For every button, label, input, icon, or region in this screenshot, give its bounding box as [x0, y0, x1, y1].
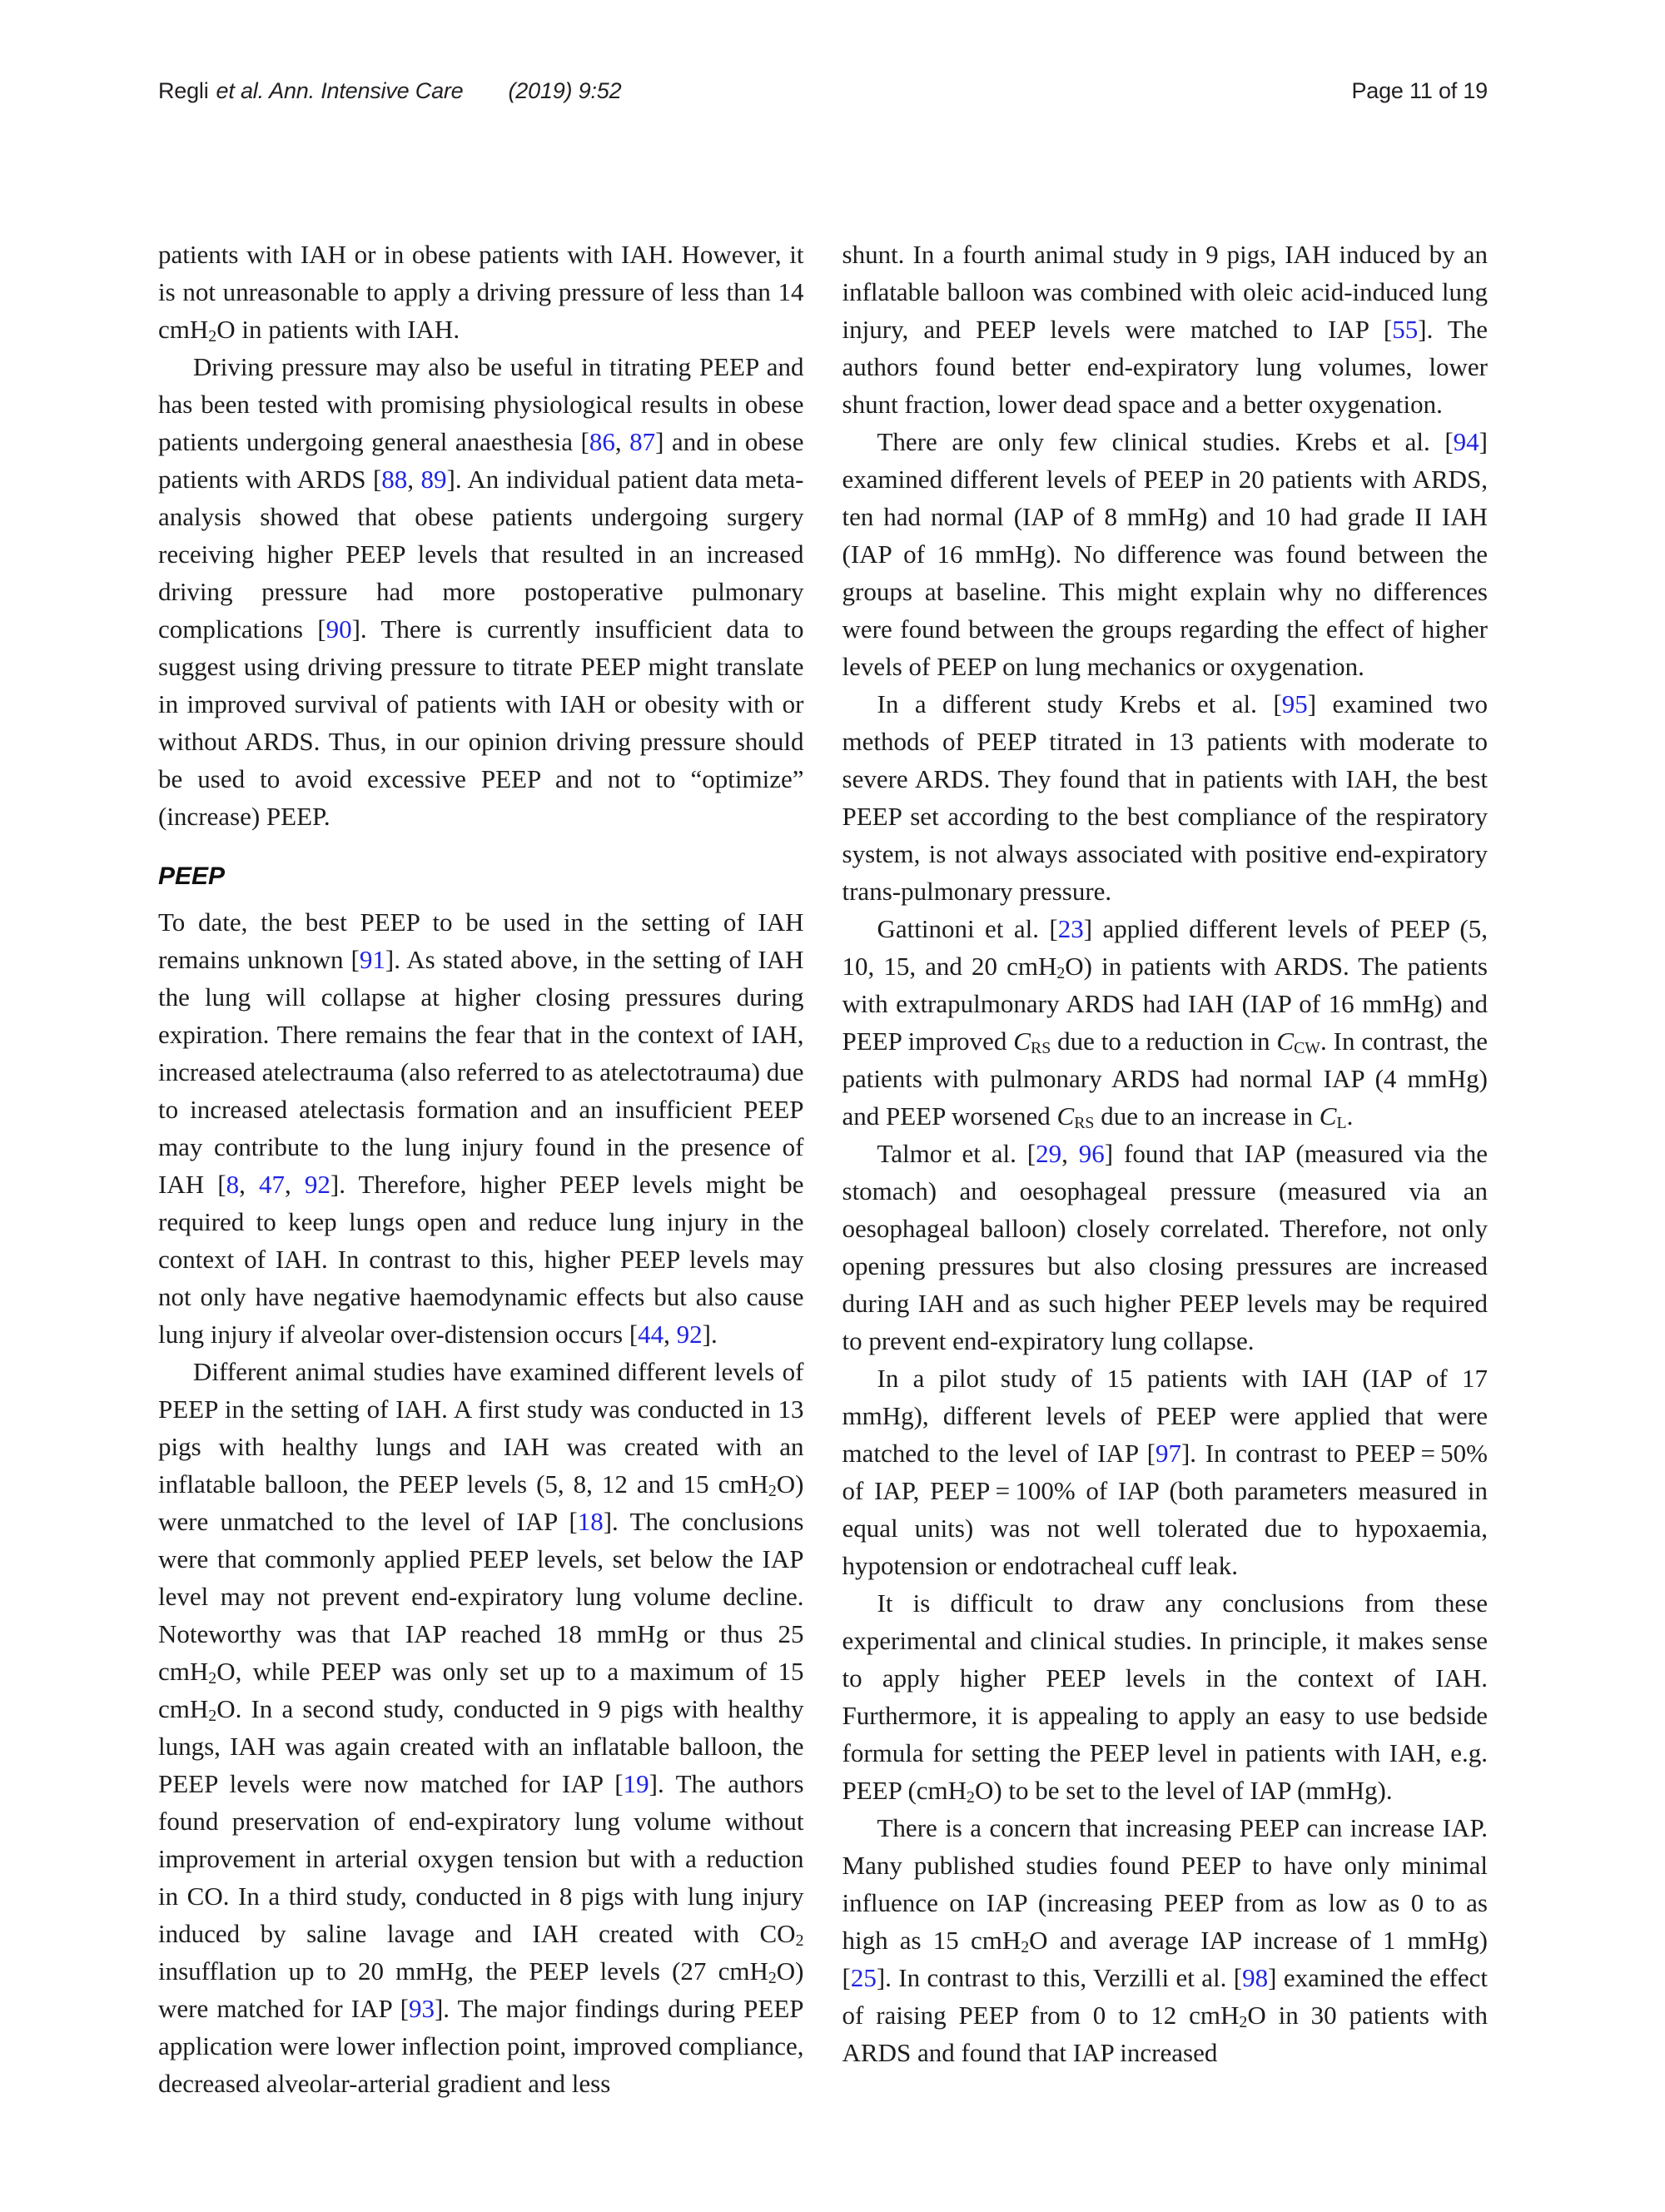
- text-run: ]. The major findings during PEEP application were lower inflection point, improved compliance, decreased alveolar-arterial gradient and less: [158, 1994, 804, 2098]
- text-run: ,: [664, 1320, 677, 1349]
- subscript: 2: [208, 1707, 217, 1726]
- text-run: O) were matched for IAP [: [158, 1956, 804, 2023]
- text-run: ]. Therefore, higher PEEP levels might be required to keep lungs open and reduce lung injury in the context of IAH. In contrast to this, higher PEEP levels may not only have negative haemodynamic effects but also cause lung injury if alveolar over-distension occurs [: [158, 1170, 804, 1349]
- citation-ref[interactable]: 90: [326, 614, 352, 644]
- citation-ref[interactable]: 29: [1036, 1139, 1062, 1168]
- text-run: Driving pressure may also be useful in titrating PEEP and has been tested with promising physiological results in obese patients undergoing general anaesthesia [: [158, 352, 804, 456]
- citation-ref[interactable]: 92: [676, 1320, 703, 1349]
- paragraph: [842, 1809, 1489, 2071]
- text-run: O) were unmatched to the level of IAP [: [158, 1469, 804, 1536]
- citation-ref[interactable]: 91: [359, 945, 385, 974]
- text-run: ]. The authors found better end-expiratory lung volumes, lower shunt fraction, lower dead space and a better oxygenation.: [842, 315, 1488, 419]
- citation-ref[interactable]: 93: [408, 1994, 435, 2023]
- text-run: due to an increase in: [1094, 1101, 1320, 1131]
- text-run: It is difficult to draw any conclusions from these experimental and clinical studies. In principle, it makes sense to apply higher PEEP levels in the context of IAH. Furthermore, it is appealing to apply an easy to use bedside formula for setting the PEEP level in patients with IAH, e.g. PEEP (cmH: [842, 1588, 1488, 1805]
- citation-ref[interactable]: 92: [304, 1170, 331, 1199]
- text-run: shunt. In a fourth animal study in 9 pigs, IAH induced by an inflatable balloon was combined with oleic acid-induced lung injury, and PEEP levels were matched to IAP [: [842, 240, 1488, 344]
- subscript: RS: [1074, 1114, 1095, 1133]
- text-run: insufflation up to 20 mmHg, the PEEP levels (27 cmH: [158, 1956, 768, 1986]
- subscript: RS: [1030, 1039, 1051, 1058]
- paragraph: [158, 1353, 804, 2102]
- text-run: ,: [284, 1170, 305, 1199]
- text-run: .: [1346, 1101, 1354, 1131]
- text-run: ]. The authors found preservation of end-expiratory lung volume without improvement in arterial oxygen tension but with a reduction in CO. In a third study, conducted in 8 pigs with lung injury induced by saline lavage and IAH created with CO: [158, 1769, 804, 1948]
- subscript: 2: [1239, 2013, 1248, 2032]
- paragraph: [842, 1135, 1489, 1360]
- text-run: ]. In contrast to PEEP = 50% of IAP, PEEP = 100% of IAP (both parameters measured in equal units) was not well tolerated due to hypoxaemia, hypotension or endotracheal cuff leak.: [842, 1439, 1488, 1580]
- text-run: To date, the best PEEP to be used in the setting of IAH remains unknown [: [158, 907, 804, 974]
- text-run: due to a reduction in: [1051, 1026, 1277, 1056]
- citation-ref[interactable]: 98: [1242, 1963, 1269, 1992]
- subscript: 2: [1056, 964, 1066, 983]
- citation-ref[interactable]: 87: [629, 427, 656, 456]
- citation-ref[interactable]: 94: [1453, 427, 1479, 456]
- citation-ref[interactable]: 8: [226, 1170, 240, 1199]
- subscript: 2: [208, 327, 217, 346]
- subscript: L: [1336, 1114, 1347, 1133]
- text-run: Talmor et al. [: [877, 1139, 1036, 1168]
- text-run: Gattinoni et al. [: [877, 914, 1058, 943]
- text-run: O and average IAP increase of 1 mmHg) [: [842, 1926, 1488, 1992]
- text-run: ] found that IAP (measured via the stomach) and oesophageal pressure (measured via an oesophageal balloon) closely correlated. Therefore, not only opening pressures but also closing pressures are increased during IAH and as such higher PEEP levels may be required to prevent end-expiratory lung collapse.: [842, 1139, 1488, 1355]
- citation-ref[interactable]: 88: [381, 465, 408, 494]
- citation-ref[interactable]: 86: [589, 427, 615, 456]
- text-run: ] and in obese patients with ARDS [: [158, 427, 804, 494]
- text-run: C: [1013, 1026, 1031, 1056]
- citation-ref[interactable]: 18: [577, 1507, 604, 1536]
- citation-ref[interactable]: 44: [638, 1320, 664, 1349]
- running-head-issue: (2019) 9:52: [508, 78, 622, 103]
- text-run: There is a concern that increasing PEEP can increase IAP. Many published studies found PEEP to have only minimal influence on IAP (increasing PEEP from as low as 0 to as high as 15 cmH: [842, 1813, 1488, 1955]
- text-run: ]. There is currently insufficient data to suggest using driving pressure to titrate PEEP might translate in improved survival of patients with IAH or obesity with or without ARDS. Thus, in our opinion driving pressure should be used to avoid excessive PEEP and not to “optimize” (increase) PEEP.: [158, 614, 804, 831]
- text-run: Different animal studies have examined different levels of PEEP in the setting of IAH. A first study was conducted in 13 pigs with healthy lungs and IAH was created with an inflatable balloon, the PEEP levels (5, 8, 12 and 15 cmH: [158, 1357, 804, 1499]
- column-left: [158, 236, 804, 2102]
- paragraph: [842, 1584, 1489, 1809]
- subscript: 2: [208, 1669, 217, 1688]
- subscript: CW: [1294, 1039, 1321, 1058]
- running-head-author: Regli: [158, 78, 209, 103]
- text-run: In a different study Krebs et al. [: [877, 689, 1282, 718]
- subscript: 2: [967, 1788, 975, 1807]
- paragraph: [842, 236, 1489, 423]
- text-run: ] examined different levels of PEEP in 20 patients with ARDS, ten had normal (IAP of 8 mmHg) and 10 had grade II IAH (IAP of 16 mmHg). No difference was found between the groups at baseline. This might explain why no differences were found between the groups regarding the effect of higher levels of PEEP on lung mechanics or oxygenation.: [842, 427, 1488, 681]
- paragraph: [158, 903, 804, 1353]
- text-run: patients with IAH or in obese patients with IAH. However, it is not unreasonable to apply a driving pressure of less than 14 cmH: [158, 240, 804, 344]
- subscript: 2: [795, 1931, 804, 1951]
- text-run: ] examined two methods of PEEP titrated in 13 patients with moderate to severe ARDS. They found that in patients with IAH, the best PEEP set according to the best compliance of the respiratory system, is not always associated with positive end-expiratory trans-pulmonary pressure.: [842, 689, 1489, 906]
- text-run: O in patients with IAH.: [216, 315, 460, 344]
- subscript: 2: [768, 1969, 777, 1988]
- paragraph: [842, 910, 1489, 1135]
- article-columns: [158, 236, 1488, 2102]
- text-run: O, while PEEP was only set up to a maximum of 15 cmH: [158, 1657, 804, 1723]
- paragraph: [158, 348, 804, 835]
- text-run: ]. The conclusions were that commonly applied PEEP levels, set below the IAP level may not prevent end-expiratory lung volume decline. Noteworthy was that IAP reached 18 mmHg or thus 25 cmH: [158, 1507, 804, 1686]
- text-run: O) in patients with ARDS. The patients with extrapulmonary ARDS had IAH (IAP of 16 mmHg) and PEEP improved: [842, 952, 1488, 1056]
- text-run: O. In a second study, conducted in 9 pigs with healthy lungs, IAH was again created with an inflatable balloon, the PEEP levels were now matched for IAP [: [158, 1694, 804, 1798]
- text-run: C: [1319, 1101, 1337, 1131]
- text-run: There are only few clinical studies. Krebs et al. [: [877, 427, 1454, 456]
- page-number-label: Page 11 of 19: [1351, 78, 1488, 103]
- running-head: [158, 78, 621, 104]
- running-head-journal: et al. Ann. Intensive Care: [216, 78, 464, 103]
- text-run: ]. An individual patient data meta-analysis showed that obese patients undergoing surgery receiving higher PEEP levels that resulted in an increased driving pressure had more postoperative pulmonary complications [: [158, 465, 804, 644]
- citation-ref[interactable]: 89: [420, 465, 447, 494]
- paragraph: [842, 685, 1489, 910]
- text-run: ] examined the effect of raising PEEP from 0 to 12 cmH: [842, 1963, 1488, 2030]
- text-run: C: [1276, 1026, 1295, 1056]
- text-run: ,: [407, 465, 421, 494]
- citation-ref[interactable]: 96: [1078, 1139, 1105, 1168]
- text-run: O in 30 patients with ARDS and found that IAP increased: [842, 2001, 1488, 2067]
- subscript: 2: [1021, 1938, 1030, 1957]
- text-run: ,: [614, 427, 630, 456]
- citation-ref[interactable]: 19: [623, 1769, 649, 1798]
- text-run: ,: [239, 1170, 259, 1199]
- section-heading: PEEP: [158, 862, 226, 890]
- text-run: . In contrast, the patients with pulmonary ARDS had normal IAP (4 mmHg) and PEEP worsened: [842, 1026, 1489, 1131]
- text-run: ]. In contrast to this, Verzilli et al. [: [876, 1963, 1243, 1992]
- citation-ref[interactable]: 95: [1281, 689, 1308, 718]
- text-run: ,: [1061, 1139, 1079, 1168]
- paragraph: [842, 1360, 1489, 1584]
- text-run: C: [1056, 1101, 1075, 1131]
- citation-ref[interactable]: 47: [258, 1170, 285, 1199]
- text-run: O) to be set to the level of IAP (mmHg).: [974, 1776, 1393, 1805]
- subscript: 2: [768, 1482, 777, 1501]
- text-run: ]. As stated above, in the setting of IAH the lung will collapse at higher closing pressures during expiration. There remains the fear that in the context of IAH, increased atelectrauma (also referred to as atelectotrauma) due to increased atelectasis formation and an insufficient PEEP may contribute to the lung injury found in the presence of IAH [: [158, 945, 804, 1199]
- text-run: ] applied different levels of PEEP (5, 10, 15, and 20 cmH: [842, 914, 1488, 981]
- paragraph: [158, 236, 804, 348]
- column-right: [842, 236, 1489, 2102]
- paragraph: [842, 423, 1489, 685]
- text-run: In a pilot study of 15 patients with IAH (IAP of 17 mmHg), different levels of PEEP were applied that were matched to the level of IAP [: [842, 1364, 1488, 1468]
- text-run: ].: [702, 1320, 718, 1349]
- page-header: [158, 78, 1488, 104]
- citation-ref[interactable]: 23: [1057, 914, 1084, 943]
- citation-ref[interactable]: 25: [850, 1963, 877, 1992]
- citation-ref[interactable]: 55: [1392, 315, 1419, 344]
- citation-ref[interactable]: 97: [1155, 1439, 1181, 1468]
